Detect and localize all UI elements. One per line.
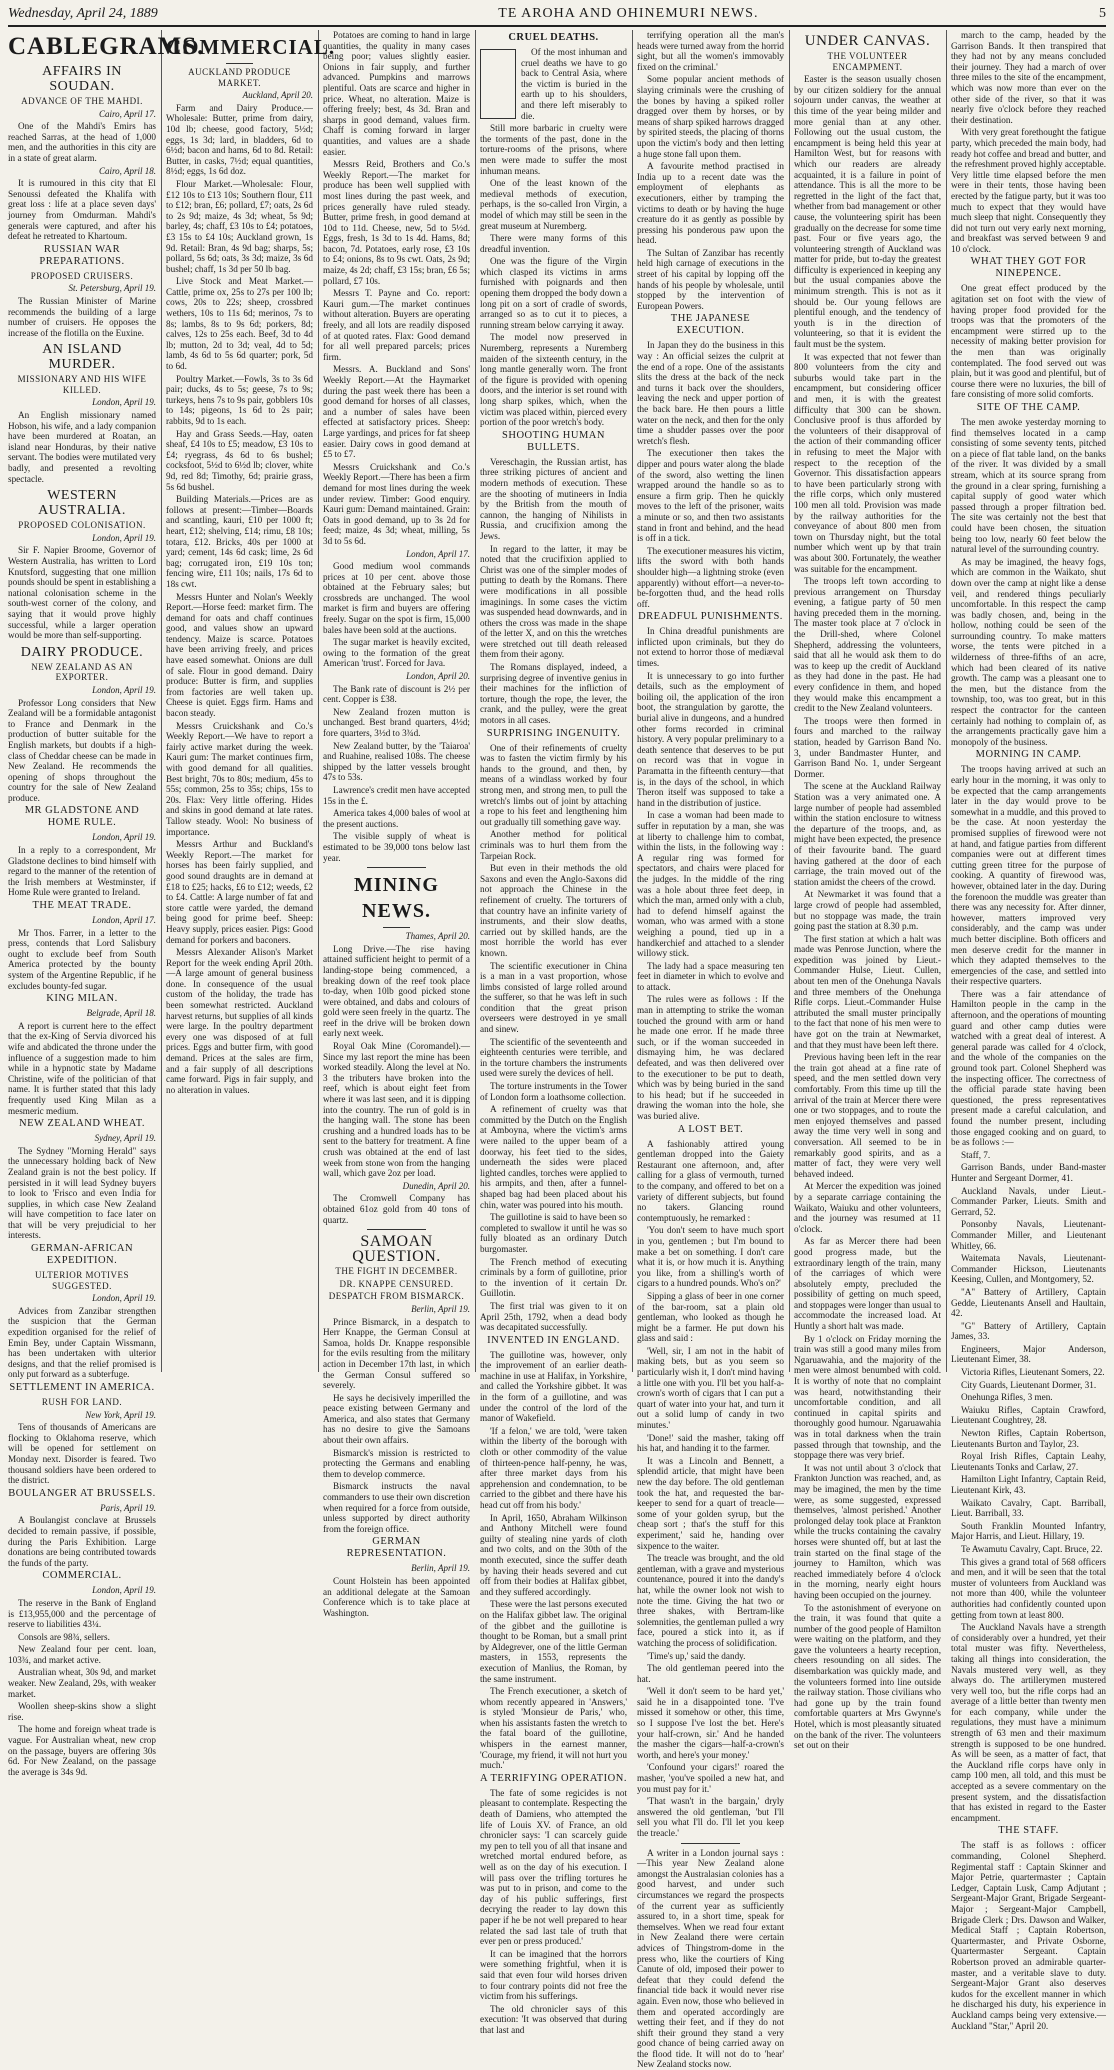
article-text: The Sydney "Morning Herald" says the unnecessary holding back of New Zealand grain is not the best policy. If persisted in it will lead Sydney buyers to look to 'Frisco and even India for supplies, in which case New Zealand will have competition to face later on that will be very prejudicial to her interests. [8,1145,156,1241]
article-text: The Cromwell Company has obtained 61oz gold from 40 tons of quartz. [323,1193,470,1225]
column-rule [475,30,476,1372]
roll-entry: Ponsonby Navals, Lieutenant-Commander Miller, and Lieutenant Whitley, 66. [951,1219,1106,1251]
dateline: London, April 19. [92,832,156,843]
article-text: It is rumoured in this city that El Senoussi defeated the Khalifa with great loss : life at a place seven days' journey from Omdurman. Mahdi's generals were captured, and after his defeat he retreated to Khartoum. [8,178,156,242]
article-title: MR GLADSTONE AND HOME RULE. [24,805,140,829]
article-text: The guillotine was, however, only the improvement of an earlier death-machine in use at Halifax, in Yorkshire, and called the Yorkshire gibbet. It was in the form of a guillotine, and was under the control of the lord of the manor of Wakefield. [480,1349,627,1424]
article-text: Messrs Cruickshank and Co.'s Weekly Report.—There has been a firm demand for most lines during the week under review. Timber: Good enquiry. Kauri gum: Demand maintained. Grain: Oats in good demand, up to 3s 2d for feed; maize, 4s 3d; wheat, milling, 5s 3d to 5s 6d. [323,461,470,546]
article-text: Building Materials.—Prices are as follows at present:—Timber—Boards and scantling, kauri, £10 per 1000 ft; heart, £12; shelving, £14; rimu, £8 10s; totara, £12. Bricks, 40s per 1000 at yard; cement, 14s 6d cask; lime, 2s 6d bag; corrugated iron, £19 10s ton; fencing wire, £11 10s; nails, 17s 6d to 18s cwt. [166,494,313,589]
article-text: One of their refinements of cruelty was to fasten the victim firmly by his hands to the ground, and then, by means of a windlass worked by four strong men, and strong men, to pull the wretch's limbs out of joint by attaching a rope to his feet and lengthening him out gradually till something gave way. [480,742,627,827]
article-text: The troops left town according to previous arrangement on Thursday evening, a fatigue party of 50 men having preceded them in the morning. The master took place at 7 o'clock in the Drill-shed, where Colonel Shepherd, addressing the volunteers, said that all he would ask them to do was to keep up the credit of Auckland as they had done in the past. He had every confidence in them, and hoped they would make this encampment a credit to the New Zealand volunteers. [794,576,941,714]
article-text: Woollen sheep-skins show a slight rise. [8,1701,156,1722]
article-text: In regard to the latter, it may be noted that the crucifixion applied to Christ was one of the simpler modes of putting to death by the Romans. There were modifications in all possible imaginings. In some cases the victim was suspended head downwards, and in others the cross was made in the shape of the letter X, and on this the wretches were stretched out till death released them from their agony. [480,543,627,660]
dateline: New York, April 19. [85,1409,156,1420]
article-text: One great effect produced by the agitation set on foot with the view of having proper food provided for the troops was that the promoters of the encampment were stirred up to the necessity of making better provision for the men than was originally contemplated. The food served out was plain, but it was good and plentiful, but of course there were no luxuries, the bill of fare consisting of more solid comforts. [951,283,1106,400]
article-text: Mr Thos. Farrer, in a letter to the press, contends that Lord Salisbury ought to exclude beef from South America protected by the bounty system of the Argentine Republic, if he excludes bounty-fed sugar. [8,927,156,991]
dateline: Dunedin, April 20. [402,1180,470,1191]
article-subtitle: DR. KNAPPE CENSURED. [339,1278,454,1289]
article-text: Bismarck's mission is restricted to protecting the Germans and enabling them to develop commerce. [323,1447,470,1479]
divider [383,927,409,928]
article-subtitle: PROPOSED CRUISERS. [30,270,134,281]
section-heading-commercial: COMMERCIAL. [166,35,336,59]
article-text: In Japan they do the business in this way : An official seizes the culprit at the end of a rope. One of the assistants slits the dress at the back of the neck and turns it back over the shoulders, leaving the neck and upper portion of the back bare. He then pours a little water on the neck, and then for the only time a shudder passes over the poor wretch's flesh. [637,340,784,446]
article-text: Good medium wool commands prices at 10 per cent. above those obtained at the February sales; but crossbreds are unchanged. The wool market is firm and buyers are offering freely. Sugar on the spot is firm, 15,000 bales have been sold at the auctions. [323,561,470,635]
article-text: Messrs Reid, Brothers and Co.'s Weekly Report.—The market for produce has been well supplied with most lines during the past week, and prices generally have ruled steady. Butter, prime fresh, in good demand at 10d to 11d. Cheese, new, 5d to 5½d. Eggs, fresh, 1s 3d to 1s 4d. Hams, 8d; bacon, 7d. Potatoes, early rose, £3 10s to £4; onions, 8s to 9s cwt. Oats, 2s 9d; maize, 4s 2d; chaff, £3 15s; bran, £6 5s; pollard, £7 10s. [323,159,470,286]
dateline: London, April 19. [92,397,156,408]
article-text: Hay and Grass Seeds.—Hay, oaten sheaf, £4 10s to £5; meadow, £3 10s to £4; ryegrass, 4s 6d to 6s bushel; cocksfoot, 5½d to 6½d lb; clover, white 9d, red 8d; Timothy, 6d; prairie grass, 5s 6d bushel. [166,428,313,492]
article-text: march to the camp, headed by the Garrison Bands. It then transpired that they had not by any means concluded their journey. They had a march of over three miles to the site of the encampment, which was now more than ever on the other side of the river, so that it was nearly five o'clock before they reached their destination. [951,30,1106,125]
article-text: The visible supply of wheat is estimated to be 39,000 tons below last year. [323,831,470,863]
column-rule [318,30,319,1372]
column-2 [166,30,336,1372]
article-text: A refinement of cruelty was that committed by the Dutch on the English at Amboyna, where the victim's arms were nailed to the upper beam of a doorway, his feet tied to the sides, underneath the sides were placed lighted candles, torches were applied to his armpits, and then, after a funnel-shaped bag had been placed about his chin, water was poured into his mouth. [480,1104,627,1210]
article-text: Consols are 98¾, sellers. [18,1631,110,1642]
article-text: A favourite method practised in India up to a recent date was the employment of elephants as executioners, either by tramping the victims to death or by having the huge creature do it as gently as possible by pressing his ponderous paw upon the head. [637,161,784,246]
article-text: New Zealand four per cent. loan, 103¾, and market active. [8,1644,156,1665]
article-title: THE MEAT TRADE. [32,900,132,912]
article-text: These were the last persons executed on the Halifax gibbet law. The original of the gibbet and the guillotine is thought to be Roman, but a small print by Aldegrever, one of the little German masters, in 1553, represents the execution of Manlius, the Roman, by the same instrument. [480,1599,627,1684]
article-text: It is unnecessary to go into further details, such as the employment of boiling oil, the application of the iron boot, the strangulation by garotte, the burial alive in dungeons, and a hundred other forms recorded in criminal history. A very popular preliminary to a death sentence that deserves to be put on record was that in vogue in Paramatta in the fifteenth century—that is, in the days of the school, in which Theron itself was supposed to take a hand in the distribution of justice. [637,670,784,808]
roll-entry: Waitemata Navals, Lieutenant-Commander Hickson, Lieutenants Keesing, Cullen, and Montgomery, 52. [951,1253,1106,1285]
roll-entry: Waiuku Rifles, Captain Crawford, Lieutenant Coughtrey, 28. [951,1404,1106,1426]
dateline: London, April 17. [92,915,156,926]
article-text: Professor Long considers that New Zealand will be a formidable antagonist to France and Denmark in the production of butter suitable for the English markets, but doubts if a high-class of Cheddar cheese can be made in New Zealand. He recommends the opening of shops throughout the country for the sale of New Zealand produce. [8,697,156,803]
article-text: In case a woman had been made to suffer in reputation by a man, she was at liberty to challenge him to combat, within the lists, in the following way : A regular ring was formed for spectators, and chairs were placed for the judges. In the middle of the ring was a hole about three feet deep, in which the man, armed only with a club, had to defend himself against the woman, who was armed with a stone weighing a pound, tied up in a handkerchief and attached to a slender willowy stick. [637,810,784,959]
article-text: 'Confound your cigars!' roared the masher, 'you've spoiled a new hat, and you must pay for it.' [637,1762,784,1794]
article-text: A report is current here to the effect that the ex-King of Servia divorced his wife and abdicated the throne under the influence of a suggestion made to him while in a hypnotic state by Madame Christine, wife of the politician of that name. It is further stated that this lady frequently used King Milan as a mesmeric medium. [8,1020,156,1116]
article-title: UNDER CANVAS. [804,33,931,49]
article-text: A writer in a London journal says :—This year New Zealand alone amongst the Australasian colonies has a good harvest, and under such circumstances we regard the prospects of the current year as sufficiently assured to, in a short time, speak for themselves. When we read four extant in New Zealand there were certain advices of Thingstrom-dome in the press who, like the courtiers of King Canute of old, imposed their power to defeat that they could defend the financial tide back it would never rise again. Even now, those who believed in them and operated accordingly are wetting their feet, and if they do not shift their ground they stand a very good chance of being carried away on the flood tide. It will not do to 'hear' New Zealand stocks now. [637,1847,784,2070]
article-text: It was not until about 3 o'clock that Frankton Junction was reached, and, as may be imagined, the men by the time were, as some suggested, expressed themselves, 'almost perished.' Another prolonged delay took place at Frankton while the trucks containing the cavalry horses were shunted off, but at last the train started on the final stage of the journey to Hamilton, which was reached immediately before 4 o'clock in the morning, nearly eight hours having been occupied on the journey. [794,1462,941,1600]
article-text: Count Holstein has been appointed an additional delegate at the Samoan Conference which is to take place at Washington. [323,1576,470,1618]
article-title: GERMAN REPRESENTATION. [346,1536,447,1560]
article-text: But even in their methods the old Saxons and even the Anglo-Saxons did not approach the Chinese in the refinement of cruelty. The torturers of that country have an infinite variety of instruments, and their slow deaths, carried out by skilled hands, are the most horrible the world has ever known. [480,863,627,958]
article-text: Vereschagin, the Russian artist, has three striking pictures of ancient and modern methods of execution. These are the shooting of mutineers in India by the British from the mouth of cannon, the hanging of Nihilists in Russia, and crucifixion among the Jews. [480,456,627,541]
dateline: Paris, April 19. [100,1502,156,1513]
article-text: Still more barbaric in cruelty were the torments of the past, done in the torture-rooms of the prisons, where men were made to suffer the most inhuman means. [480,123,627,176]
article-text: A Boulangist conclave at Brussels decided to remain passive, if possible, during the Paris Exhibition. Large donations are being contributed towards the funds of the party. [8,1515,156,1568]
article-subtitle: ULTERIOR MOTIVES SUGGESTED. [35,1270,129,1291]
article-text: The men awoke yesterday morning to find themselves located in a camp consisting of some seventy tents, pitched on a piece of flat table land, on the banks of the river. It was divided by a small stream, which at its source sprang from the ground in a clear spring, furnishing a capital supply of good water which passed through a proper filtration bed. The site was certainly not the best that could have been chosen, the situation being too low, nearly 60 feet below the natural level of the surrounding country. [951,417,1106,555]
roll-entry: "G" Battery of Artillery, Captain James, 33. [951,1320,1106,1342]
article-title: WHAT THEY GOT FOR NINEPENCE. [970,256,1087,280]
article-title: SHOOTING HUMAN BULLETS. [502,429,605,453]
article-text: The fate of some regicides is not pleasant to contemplate. Respecting the death of Damiens, who attempted the life of Louis XV. of France, an old chronicler says: 'I can scarcely guide my pen to tell you of all that insane and wretched mortal endured before, as well as on the day of his execution. I will pass over the trifling tortures he was put to in prison, and come to the day of his public sufferings, first decrying the reader to lay down this paper if he be not well prepared to hear related the sad last tale of truth that ever pen or press produced.' [480,1787,627,1947]
article-text: Another method for political criminals was to hurl them from the Tarpeian Rock. [480,829,627,861]
article-text: Lawrence's credit men have accepted 15s in the £. [323,784,470,806]
column-3 [323,30,470,1618]
article-text: The Romans displayed, indeed, a surprising degree of inventive genius in their machines for the infliction of torture, though the rope, the lever, the crank, and the pulley, were the great motors in all cases. [480,662,627,726]
roll-entry: City Guards, Lieutenant Dormer, 31. [961,1379,1097,1390]
drop-cap-ornament [480,49,516,119]
article-text: One of the least known of the medieval methods of execution, perhaps, is the so-called Iron Virgin, a model of which may still be seen in the great museum at Nuremberg. [480,178,627,231]
section-heading-cablegrams: CABLEGRAMS. [8,33,205,60]
article-text: 'Time's up,' said the dandy. [647,1650,746,1661]
article-text: At Newmarket it was found that a large crowd of people had assembled, but no stoppage was made, the train going past the station at 8.30 p.m. [794,889,941,932]
dateline: Berlin, April 19. [411,1303,470,1314]
article-text: As may be imagined, the heavy fogs, which are common in the Waikato, shut down over the camp at night like a dense veil, and rendered things peculiarly uncomfortable. In this respect the camp was badly chosen, and, being in the hollow, nothing could be seen of the surrounding country. To make matters worse, the tents were pitched in a wilderness of three-fifths of an acre, which had been cleared of its native growth. The camp was a pleasant one to the men, but the distance from the township, too, was too great, but in this respect the contractor for the canteen certainly had nothing to complain of, as the arrangements practically gave him a monopoly of the business. [951,556,1106,747]
article-title: SAMOAN QUESTION. [352,1233,441,1266]
dateline: London, April 19. [92,1293,156,1304]
article-text: Prince Bismarck, in a despatch to Herr Knappe, the German Consul at Samoa, holds Dr. Knappe responsible for the evils resulting from the military action in December 17th last, in which the German Consul suffered so severely. [323,1316,470,1391]
article-text: Poultry Market.—Fowls, 3s to 3s 6d pair; ducks, 4s to 5s; geese, 7s to 9s; turkeys, hens 7s to 9s pair, gobblers 10s to 14s; pigeons, 1s 6d to 2s pair; rabbits, 9d to 1s each. [166,373,313,426]
article-title: SETTLEMENT IN AMERICA. [9,1382,155,1393]
article-title: KING MILAN. [46,993,118,1005]
article-text: Messrs Hunter and Nolan's Weekly Report.—Horse feed: market firm. The demand for oats and chaff continues good, and values show an upward tendency. Maize is scarce. Potatoes have been arriving freely, and prices have eased somewhat. Onions are dull of sale. Flour in good demand. Dairy produce: Butter is firm, and supplies from factories are well taken up. Cheese is quiet. Eggs firm. Hams and bacon steady. [166,591,313,719]
article-text: Flour Market.—Wholesale: Flour, £12 10s to £13 10s; Southern flour, £11 to £12; bran, £6; pollard, £7; oats, 2s 6d to 2s 9d; maize, 4s 3d; wheat, 5s 9d; barley, 4s; chaff, £3 10s to £4; potatoes, £3 15s to £4 10s; Auckland grown, 1s 9d. Retail: Bran, 4s 9d bag; sharps, 5s; pollard, 5s 6d; oats, 3s 3d; maize, 3s 6d bushel; chaff, 1s 3d per 50 lb bag. [166,178,313,274]
article-title: WESTERN AUSTRALIA. [38,488,126,519]
article-text: Sipping a glass of beer in one corner of the bar-room, sat a plain old gentleman, who looked as though he might be a farmer. He put down his glass and said : [637,1290,784,1344]
roll-entry: Garrison Bands, under Band-master Hunter and Sergeant Dormer, 41. [951,1162,1106,1183]
article-text: It was a Lincoln and Bennett, a splendid article, that might have been new the day before. The old gentleman took the hat, and requested the bar-keeper to send for a quart of treacle—some of your golden syrup, but the cheap sort ; that's the stuff for this experiment,' said he, handing over sixpence to the waiter. [637,1455,784,1551]
dateline: London, April 19. [92,1585,156,1596]
dateline: Belgrade, April 18. [86,1008,156,1019]
roll-entry: Hamilton Light Infantry, Captain Reid, Lieutenant Kirk, 43. [951,1474,1106,1495]
article-text: The sugar market is heavily excited, owing to the formation of the great American 'trust'. Forced for Java. [323,637,470,669]
article-text: To the astonishment of everyone on the train, it was found that quite a number of the good people of Hamilton were waiting on the platform, and they gave the volunteers a hearty reception, cheers resounding on all sides. The disembarkation was quickly made, and the volunteers formed into line outside the railway station. Those civilians who had gone up by the train found comfortable quarters at Mrs Gwynne's Hotel, which is most pleasantly situated on the bank of the river. The volunteers set out on their [794,1602,941,1751]
article-text: One of the Mahdi's Emirs has reached Sarras, at the head of 1,000 men, and the authorities in this city are in a state of great alarm. [8,121,156,163]
article-title: SURPRISING INGENUITY. [486,727,621,739]
newspaper-title: TE AROHA AND OHINEMURI NEWS. [498,6,759,21]
roll-entry: "A" Battery of Artillery, Captain Gedde, Lieutenants Ansell and Haultain, 42. [951,1286,1106,1319]
article-text: 'If a felon,' we are told, 'were taken within the liberty of the borough with cloth or other commodity of the value of thirteen-pence half-penny, he was, after three market days from his apprehension and condemnation, to be carried to the gibbet and there have his head cut off from his body.' [480,1425,627,1510]
divider [226,63,252,64]
article-text: Messrs Alexander Alison's Market Report for the week ending April 20th.—A large amount of general business done. In consequence of the usual custom of the holiday, the trade has been somewhat restricted. Auckland harvest returns, but supplies of all kinds were large. In the poultry department every one was disposed of at full prices. Eggs and butter firm, with good demand. Prices at the sales are firm, and a fair supply of all descriptions came forward. Pigs in fair supply, and no alteration in values. [166,947,313,1095]
column-6 [794,30,941,1751]
column-rule [946,30,947,1372]
article-text: 'Done!' said the masher, taking off his hat, and handing it to the farmer. [637,1432,784,1454]
article-text: 'Well it don't seem to be hard yet,' said he in a disappointed tone. 'I've missed it somehow or other, this time, so I suppose I've lost the bet. Here's your half-crown, sir.' And he handed the masher the cigars—half-a-crown's worth, and here's your money.' [637,1686,784,1760]
article-text: In China dreadful punishments are inflicted upon criminals, but they do not extend to horror those of mediæval times. [637,626,784,669]
column-rule [789,30,790,1372]
article-text: Royal Oak Mine (Coromandel).—Since my last report the mine has been worked steadily. Along the level at No. 3 the tributers have broken into the reef, which is about eight feet from where it was last seen, and it is dipping into the country. The run of gold is in the hanging wall. The stone has been crushing and a hundred loads has to be sent to the battery for treatment. A fine crush was obtained at the end of last week from stone won from the hanging wall, which gave 2oz per load. [323,1041,470,1179]
roll-entry: Newton Rifles, Captain Robertson, Lieutenants Burton and Taylor, 23. [951,1428,1106,1449]
article-title: AN ISLAND MURDER. [42,342,122,373]
column-rule [632,30,633,1372]
article-text: By 1 o'clock on Friday morning the train was still a good many miles from Ngaruawahia, and the majority of the men were almost benumbed with cold. It is worthy of note that no complaint was heard, notwithstanding their uncomfortable condition, and all continued in capital spirits and thoroughly good humour. Ngaruawahia was in total darkness when the train passed through that township, and the stoppage there was very brief. [794,1333,941,1461]
article-text: A fashionably attired young gentleman dropped into the Gaiety Restaurant one afternoon, and, after calling for a glass of vermouth, turned to the company, and offered to bet on a variety of different subjects, but found no takers. Glancing round contemptuously, he remarked : [637,1138,784,1223]
article-subtitle: NEW ZEALAND AS AN EXPORTER. [31,661,133,683]
article-text: Australian wheat, 30s 9d, and market weaker. New Zealand, 29s, with weaker market. [8,1667,156,1699]
article-text: Messrs Cruickshank and Co.'s Weekly Report.—We have to report a fairly active market during the week. Kauri gum: The market continues firm, with good demand for all qualities. Best bright, 70s to 80s; medium, 45s to 55s; common, 25s to 35s; chips, 15s to 20s. Flax: Very little offering. Hides and skins in good demand at late rates. Tallow steady. Wool: No business of importance. [166,720,313,837]
article-text: An English missionary named Hobson, his wife, and a lady companion have been murdered at Roatan, an island near Honduras, by their native servant. The bodies were mutilated very badly, and presented a revolting spectacle. [8,410,156,484]
roll-entry: Auckland Navals, under Lieut.-Commander Parker, Lieuts. Smith and Gerrard, 52. [951,1185,1106,1217]
page-number: 5 [1099,6,1106,21]
article-text: The treacle was brought, and the old gentleman, with a grave and mysterious countenance, poured it into the dandy's hat, while the owner look not wish to note the time. Giving the hat two or three shakes, with Bertram-like solemnities, the gentleman pulled a wry face, poured a stick into it, as if watching the process of solidification. [637,1553,784,1648]
article-subtitle: RUSH FOR LAND. [41,1397,123,1407]
article-title: AFFAIRS IN SOUDAN. [42,64,122,94]
article-text: The Sultan of Zanzibar has recently held high carnage of executions in the street of his capital by lopping off the hands of his people by wholesale, until stopped by the intervention of European Powers. [637,247,784,311]
article-text: The Bank rate of discount is 2½ per cent. Copper is £38. [323,683,470,705]
article-text: At Mercer the expedition was joined by a separate carriage containing the Waikato, Waiuku and other volunteers, and the journey was resumed at 11 o'clock. [794,1181,941,1234]
article-text: The first station at which a halt was made was Penrose Junction, where the expedition was joined by Lieut.-Commander Hulse, Lieut. Cullen, about ten men of the Onehunga Navals and three members of the Onehunga Rifle corps. Lieut.-Commander Hulse attributed the small muster principally to the fact that none of his men were to have got on the train at Newmarket, and that they must have been left there. [794,933,941,1050]
roll-entry: Royal Irish Rifles, Captain Leahy, Lieutenants Tonks and Carlaw, 27. [951,1451,1106,1472]
article-text: terrifying operation all the man's heads were turned away from the horrid sight, but all the women's immovably fixed on the criminal.' [637,30,784,72]
article-text: The troops having arrived at such an early hour in the morning, it was only to be expected that the camp arrangements later in the day would prove to be somewhat in a muddle, and this proved to be the case. At noon yesterday the promised supplies of firewood were not at hand, and fatigue parties from different companies were out at different times cutting green titree for the purpose of cooking. A quantity of firewood was, however, obtained later in the day. During the forenoon the muddle was greater than there was any necessity for. After dinner, however, matters improved very considerably, and the camp was under much better discipline. Both officers and men deserve credit for the manner in which they adapted themselves to the emergencies of the case, and settled into their respective quarters. [951,764,1106,987]
article-text: The first trial was given to it on April 25th, 1792, when a dead body was decapitated successfully. [480,1300,627,1333]
article-text: 'Well, sir, I am not in the habit of making bets, but as you seem so particularly wish it, I don't mind having a little one with you. I'll bet you half-a-crown's worth of cigars that I can put a quart of water into your hat, and turn it out a solid lump of candy in two minutes.' [637,1345,784,1431]
article-text: Messrs. A. Buckland and Sons' Weekly Report.—At the Haymarket during the past week there has been a good demand for horses of all classes, and a number of sales have been effected at satisfactory prices. Sheep: Large yardings, and prices for fat sheep easier. Dairy cows in good demand at £5 to £7. [323,364,470,460]
dateline: London, April 19. [92,684,156,695]
roll-entry: Te Awamutu Cavalry, Capt. Bruce, 22. [961,1543,1103,1554]
article-title: A LOST BET. [677,1123,744,1135]
article-subtitle: PROPOSED COLONISATION. [18,520,146,531]
dateline: London, April 19. [92,532,156,543]
article-text: The troops were then formed in fours and marched to the railway station, headed by Garrison Band No. 3, under Bandmaster Hunter, and Garrison Band No. 1, under Sergeant Dormer. [794,715,941,779]
article-subtitle: AUCKLAND PRODUCE MARKET. [188,67,291,88]
article-title: BOULANGER AT BRUSSELS. [8,1487,156,1499]
article-text: The scene at the Auckland Railway Station was a very animated one. A large number of people had assembled within the station enclosure to witness the departure of the troops, and, as might have been expected, the presence of their favourite band. The guard having gathered at the door of each carriage, the train moved out of the station amidst the cheers of the crowd. [794,781,941,887]
article-text: There was a fair attendance of Hamilton people in the camp in the afternoon, and the operations of mounting guard and other camp duties were watched with a great deal of interest. A general parade was called for 4 o'clock, and the whole of the companies on the ground took part. Colonel Shepherd was the inspecting officer. The correctness of the official parade state having been questioned, the press representatives present made a careful calculation, and found the number present, including those engaged cooking and on guard, to be as follows :— [951,988,1106,1148]
article-text: New Zealand frozen mutton is unchanged. Best brand quarters, 4½d; fore quarters, 3½d to 3¾d. [323,706,470,738]
divider [681,1843,740,1844]
article-title: MORNING IN CAMP. [975,749,1082,761]
article-title: RUSSIAN WAR PREPARATIONS. [39,243,125,267]
article-text-span: Of the most inhuman and cruel deaths we have to go back to Central Asia, where the victim is buried in the earth up to his shoulders, and there left miserably to die. [521,47,627,121]
article-text: The old chronicler says of this execution: 'It was observed that during that last and [480,2003,627,2035]
article-text: Long Drive.—The rise having attained sufficient height to permit of a landing-stope being commenced, a breaking down of the reef took place to-day, when 10lb good picked stone were obtained, and dabs and colours of gold were seen freely in the quartz. The reef in the drive will be broken down early next week. [323,943,470,1039]
column-4 [480,30,627,2035]
article-text: Messrs Arthur and Buckland's Weekly Report.—The market for horses has been fairly supplied, and good sound draughts are in demand at £18 to £25; hacks, £6 to £12; weeds, £2 to £4. Cattle: A large number of fat and store cattle were yarded, the demand being good for prime beef. Sheep: Heavy supply, prices easier. Pigs: Good demand for porkers and baconers. [166,839,313,945]
issue-date: Wednesday, April 24, 1889 [8,6,158,21]
divider [367,1229,426,1230]
article-text: The French executioner, a sketch of whom recently appeared in 'Answers,' is styled 'Monsieur de Paris,' who, when his assistants fasten the wretch to the fatal board of the guillotine, whispers in the earnest manner, 'Courage, my friend, it will not hurt you much.' [480,1686,627,1771]
article-text: The staff is as follows : officer commanding, Colonel Shepherd. Regimental staff : Captain Skinner and Major Petrie, quartermaster ; Captain Ledger, Captain Lusk, Camp Adjutant ; Sergeant-Major Grant, Brigade Sergeant-Major ; Sergeant-Major Campbell, Brigade Clerk ; Drs. Dawson and Walker, Medical Staff ; Captain Robertson, Quartermaster, and Private Osborne, Quartermaster Sergeant. Captain Robertson proved an admirable quarter-master, and a veritable slave to duty. Sergeant-Major Grant also deserves kudos for the excellent manner in which he discharged his duty, his experience in Auckland camps being very extensive.—Auckland "Star," April 20. [951,1840,1106,2031]
article-text: The executioner measures his victim, lifts the sword with both hands shoulder high—a lightning stroke (even apparently) without effort—a never-to-be-forgotten thud, and the head rolls off. [637,545,785,609]
dateline: Cairo, April 18. [98,165,156,176]
article-text: The reserve in the Bank of England is £13,955,000 and the percentage of reserve to liabilities 43¼. [8,1597,156,1630]
article-text: 'That wasn't in the bargain,' dryly answered the old gentleman, 'but I'll sell you what I'll do. I'll let you keep the treacle.' [637,1796,784,1838]
article-text: One was the figure of the Virgin which clasped its victims in arms furnished with poignards and then opening them dropped the body down a long pit on a sort of cradle of swords, arranged so as to cut it to pieces, a running stream below carrying it away. [480,256,627,330]
article-text: Tens of thousands of Americans are flocking to Oklahoma reserve, which will be opened for settlement on Monday next. Disorder is feared. Two thousand soldiers have been ordered to the district. [8,1422,156,1486]
dateline: Thames, April 20. [405,931,470,942]
article-title: DAIRY PRODUCE. [20,644,144,660]
article-text: New Zealand butter, by the 'Taiaroa' and Ruahine, realised 108s. The cheese shipped by the latter vessels brought 47s to 53s. [323,740,470,783]
article-text: Live Stock and Meat Market.—Cattle, prime ox, 25s to 27s per 100 lb; cows, 20s to 22s; sheep, crossbred wethers, 10s to 11s 6d; merinos, 7s to 8s; lambs, 8s to 9s 6d; porkers, 8d; calves, 12s to 25s each. Beef, 3d to 4d lb; mutton, 2d to 3d; veal, 4d to 5d; lamb, 4s 6d to 5s 6d quarter; pork, 5d to 6d. [166,276,313,372]
article-text: The Russian Minister of Marine recommends the building of a large number of cruisers. He opposes the increase of the flotilla on the Euxine. [8,295,156,338]
roll-entry: Engineers, Major Anderson, Lieutenant Eimer, 38. [951,1343,1106,1365]
article-subtitle: THE FIGHT IN DECEMBER. [335,1266,458,1277]
article-text: The Auckland Navals have a strength of considerably over a hundred, yet their total muster was fifty. Nevertheless, taking all things into consideration, the Navals mustered very well, as they always do. The artillerymen mustered very well too, but the rifle corps had an average of a little better than twenty men for each company, while under the regulations, they must have a minimum strength of 63 men and their maximum strength is supposed to be one hundred. As will be seen, as a matter of fact, that the Auckland rifle corps have only in camp 100 men, all told, and this must be accepted as a severe commentary on the present system, and the dissatisfaction that has existed in regard to the Easter encampment. [951,1622,1106,1823]
article-text: Farm and Dairy Produce.—Wholesale: Butter, prime from dairy, 10d lb; cheese, good factory, 5½d; eggs, 1s 3d; lard, in bladders, 6d to 6½d; bacon and hams, 6d to 8d. Retail: Butter, in casks, 7½d; equal quantities, 8½d; eggs, 1s 6d doz. [166,102,313,177]
article-title: THE STAFF. [998,1825,1059,1837]
dateline: Auckland, April 20. [242,90,313,101]
article-text: The model now preserved in Nuremberg, represents a Nuremberg maiden of the sixteenth century, in the long mantle generally worn. The front of the figure is provided with opening doors, and the interior is set round with long sharp spikes, which, when the victim was placed within, pierced every portion of the poor wretch's body. [480,332,627,428]
article-title: INVENTED IN ENGLAND. [487,1334,620,1346]
article-text: The French method of executing criminals by a form of guillotine, prior to the invention of it certain Dr. Guillotin. [480,1256,627,1299]
roll-entry: Waikato Cavalry, Capt. Barriball, Lieut. Barriball, 33. [951,1497,1106,1519]
article-text: The scientific executioner in China is a man in a vast proportion, whose limbs consisted of large rolled around the sufferer, so that he was left in such condition that the great prison overseers were destroyed in ye small and sinew. [480,960,627,1035]
article-text: With very great forethought the fatigue party, which preceded the main body, had ready hot coffee and bread and butter, and the refreshment proved highly acceptable. Very little time elapsed before the men were in their tents, those having been erected by the fatigue party, but it was too much to expect that they would have much sleep that night. Consequently they did not turn out very early next morning, and breakfast was served between 9 and 10 o'clock. [951,127,1106,254]
article-text: In April, 1650, Abraham Wilkinson and Anthony Mitchell were found guilty of stealing nine yards of cloth and two colts, and on the 30th of the month executed, since the suffer death by having their heads severed and cut off from their bodies at Halifax gibbet, and they suffered accordingly. [480,1512,627,1597]
column-1 [8,30,205,1777]
article-title: CRUEL DEATHS. [508,32,599,43]
article-text: The lady had a space measuring ten feet in diameter in which to evolve and to attack. [637,960,784,992]
article-subtitle: THE VOLUNTEER ENCAMPMENT. [827,51,908,72]
dateline: St. Petersburg, April 19. [68,283,156,294]
dateline: London, April 20. [406,671,470,682]
article-text: Easter is the season usually chosen by our citizen soldiery for the annual sojourn under canvas, the weather at this time of the year being milder and more genial than at any other. Following out the usual custom, the encampment is being held this year at Hamilton West, but for reasons with which our readers are already acquainted, it is a failure in point of attendance. This is all the more to be regretted in the light of the fact that, whether from bad management or other cause, the volunteering spirit has been gradually on the decrease for some time past. Four or five years ago, the volunteering strength of Auckland was matter for pride, but to-day the greatest difficulty is experienced in keeping any but the usual companies above the minimum strength. This is not as it should be. Our young fellows are plentiful enough, and the tendency of youth is in the direction of volunteering, so that it is evident the fault must be the system. [794,74,941,350]
article-text: Some popular ancient methods of slaying criminals were the crushing of the bones by having a spiked roller dragged over them by horses, or by means of sharp spiked harrows dragged by spirited steeds, the placing of thorns upon the victim's body and then letting a huge stone fall upon them. [637,74,784,159]
article-text: America takes 4,000 bales of wool at the present auctions. [323,808,470,829]
dateline: London, April 17. [406,548,470,559]
article-text: This gives a grand total of 568 officers and men, and it will be seen that the total muster of volunteers from Auckland was not more than 400, while the volunteer authorities had confidently counted upon getting from town at least 800. [951,1556,1106,1620]
section-heading-mining-news: MINING NEWS. [354,874,439,923]
article-text: The old gentleman peered into the hat. [637,1663,784,1684]
article-text: In a reply to a correspondent, Mr Gladstone declines to bind himself with regard to the manner of the retention of the Irish members at Westminster, if Home Rule were granted to Ireland. [8,845,156,898]
article-text: The executioner then takes the dipper and pours water along the blade of the sword, also wetting the linen wrapped around the handle so as to ensure a firm grip. Then he quickly moves to the left of the prisoner, waits a minute or so, and then two assistants stand in front and behind, and the head is off in a tick. [637,448,784,544]
article-text: Previous having been left in the rear the train got ahead at a fine rate of speed, and the men settled down very comfortably. From this time up till the arrival of the train at Mercer there were one or two stoppages, and to route the men enjoyed themselves and passed away the time very well in song and conversation. All seemed to be in remarkably good spirits, and as a matter of fact, they were very well behaved indeed. [794,1052,941,1179]
article-text: Messrs T. Payne and Co. report: Kauri gum.—The market continues without alteration. Buyers are operating freely, and all lots are readily disposed of at quoted rates. Flax: Good demand for all well prepared parcels; prices firm. [323,288,470,362]
article-title: THE JAPANESE EXECUTION. [670,313,751,337]
article-title: NEW ZEALAND WHEAT. [19,1118,145,1130]
roll-entry: Onehunga Rifles, 3 men. [961,1392,1053,1403]
article-text: It can be imagined that the horrors were something frightful, when it is said that even four wild horses driven to four contrary points did not free the victim from his sufferings. [480,1948,627,2002]
article-title: GERMAN-AFRICAN EXPEDITION. [30,1243,134,1267]
article-text: He says he decisively imperilled the peace existing between Germany and America, and also states that Germany has no desire to give the Samoans about their own affairs. [323,1392,470,1446]
column-5 [637,30,785,2070]
article-text [480,47,627,121]
article-title: A TERRIFYING OPERATION. [480,1772,627,1784]
column-rule [161,30,162,1372]
article-subtitle: DESPATCH FROM BISMARCK. [328,1291,465,1302]
article-subtitle: ADVANCE OF THE MAHDI. [21,96,143,106]
article-text: Bismarck instructs the naval commanders to use their own discretion when required for a force from outside, unless supported by direct authority from the foreign office. [323,1481,470,1534]
article-text: There were many forms of this dreadful invention. [480,233,627,254]
dateline: Berlin, April 19. [411,1563,470,1574]
roll-entry: South Franklin Mounted Infantry, Major Harris, and Lieut. Hillary, 19. [951,1520,1106,1542]
divider [367,867,426,868]
article-text: Potatoes are coming to hand in large quantities, the quality in many cases being poor; values slightly easier. Onions in fair supply, and further advanced. Pumpkins and marrows plentiful. Oats are scarce and higher in price. Wheat, no alteration. Maize is offering freely; best, 4s 3d. Bran and sharps in good demand, values firm. Chaff is coming forward in larger quantities, and values are a shade easier. [323,30,470,157]
article-text: It was expected that not fewer than 800 volunteers from the city and suburbs would take part in the encampment, but considering officer and men, it is with the greatest difficulty that 300 can be shown. Conclusive proof is thus afforded by the volunteers of their disapproval of the action of their commanding officer in refusing to meet the Major with respect to the reception of the Governor. This dissatisfaction appears to have been particularly strong with the rifle corps, which only mustered 100 men all told. Provision was made by the railway authorities for the conveyance of about 800 men from town on Thursday night, but the total number which went up by that train was about 300. Fortunately, the weather was suitable for the encampment. [794,351,941,574]
article-subtitle: MISSIONARY AND HIS WIFE KILLED. [17,374,147,395]
dateline: Cairo, April 17. [98,108,156,119]
article-text: The rules were as follows : If the man in attempting to strike the woman touched the ground with arm or hand he made one error. If he made three such, or if the woman succeeded in dismaying him, he was declared defeated, and was then delivered over to the executioner to be put to death, which was by being buried in the sand to his head; but if he succeeded in drawing the woman into the hole, she was buried alive. [637,994,784,1121]
article-text: As far as Mercer there had been good progress made, but the extraordinary length of the train, many of the carriages of which were absolutely empty, precluded the possibility of getting on much speed, and stoppages were longer than usual to accommodate the increased load. At Huntly a short halt was made. [794,1236,941,1332]
column-7 [951,30,1106,2031]
article-text: 'You don't seem to have much sport in you, gentlemen ; but I'm bound to make a bet on something. I don't care what it is, or how much it is. Anything you like, from a shilling's worth of cigars to a hundred pounds. Who's on?' [637,1225,784,1289]
article-text: The scientific of the seventeenth and eighteenth centuries were terrible, and in the torture chambers the instruments used were surely the devices of hell. [480,1036,627,1079]
article-text: The guillotine is said to have been so completed to swallow it until he was so fully bloated as an ordinary Dutch burgomaster. [480,1212,627,1254]
roll-entry: Staff, 7. [961,1149,991,1160]
masthead [8,4,1106,24]
article-title: DREADFUL PUNISHMENTS. [638,611,783,623]
roll-entry: Victoria Rifles, Lieutenant Somers, 22. [961,1367,1105,1378]
masthead-rule [8,25,1106,27]
article-title: COMMERCIAL. [42,1570,122,1582]
article-text: Advices from Zanzibar strengthen the suspicion that the German expedition organised for the relief of Emin Bey, under Captain Wissmann, has been undertaken with ulterior designs, and that the relief promised is only put forward as a subterfuge. [8,1305,156,1380]
article-text: Sir F. Napier Broome, Governor of Western Australia, has written to Lord Knutsford, suggesting that one million pounds should be spent in establishing a national colonisation scheme in the south-west corner of the colony, and saying that it would prove highly successful, while a larger operation would be more than self-supporting. [8,545,157,641]
dateline: Sydney, April 19. [94,1133,156,1144]
article-text: The torture instruments in the Tower of London form a loathsome collection. [480,1081,627,1102]
article-title: SITE OF THE CAMP. [976,402,1081,413]
article-text: The home and foreign wheat trade is vague. For Australian wheat, new crop on the passage, buyers are offering 30s 6d. For New Zealand, on the passage the average is 34s 9d. [8,1724,156,1777]
